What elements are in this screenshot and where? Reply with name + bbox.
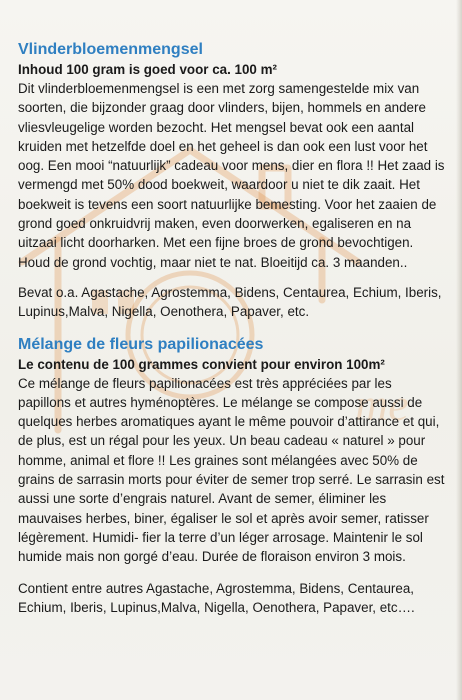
dutch-description: Dit vlinderbloemenmengsel is een met zorg samengestelde mix van soorten, die bijzonder graag door vlinders, bijen, hommels en andere vliesvleugelige worden bezocht. Het mengsel bevat ook een aantal kruiden met hetzelfde doel en het geheel is dan ook een lust voor het oog. Een mooi “natuurlijk” cadeau voor mens, dier en flora !! Het zaad is vermengd met 50% dood boekweit, waardoor u niet te dik zaait. Het boekweit is tevens een soort natuurlijke bemesting. Voor het zaaien de grond goed onkruidvrij maken, even doorwerken, egaliseren en na uitzaai licht doorharken. Met een fijne broes de grond bevochtigen. Houd de grond vochtig, maar niet te nat. Bloeitijd ca. 3 maanden.. (18, 81, 445, 270)
product-description (18, 40, 448, 617)
watermark-lettering: me (355, 379, 409, 430)
french-species-list: Contient entre autres Agastache, Agrostemma, Bidens, Centaurea, Echium, Iberis, Lupinus,Malva, Nigella, Oenothera, Papaver, etc…. (18, 580, 415, 615)
french-coverage: Le contenu de 100 grammes convient pour environ 100m² (18, 356, 385, 372)
dutch-heading: Vlinderbloemenmengsel (18, 41, 203, 58)
dutch-coverage: Inhoud 100 gram is goed voor ca. 100 m² (18, 62, 277, 77)
dutch-species-list: Bevat o.a. Agastache, Agrostemma, Bidens, Centaurea, Echium, Iberis, Lupinus,Malva, Nigella, Oenothera, Papaver, etc. (18, 284, 442, 320)
paper-edge-shadow (456, 0, 462, 700)
french-description: Ce mélange de fleurs papilionacées est très appréciées par les papillons et autres hyménoptères. Le mélange se compose aussi de quelques herbes aromatiques ayant le même pouvoir d’attirance et qui, de plus, est un régal pour les yeux. Un beau cadeau « naturel » pour homme, animal et flore !! Les graines sont mélangées avec 50% de grains de sarrasin morts pour éviter de semer trop serré. Le sarrasin est aussi une sorte d’engrais naturel. Avant de semer, éliminer les mauvaises herbes, biner, égaliser le sol et après avoir semer, ratisser légèrement. Humidi- fier la terre d’un léger arrosage. Maintenir le sol humide mais non gorgé d’eau. Durée de floraison environ 3 mois. (18, 375, 445, 565)
french-heading: Mélange de fleurs papilionacées (18, 335, 264, 353)
